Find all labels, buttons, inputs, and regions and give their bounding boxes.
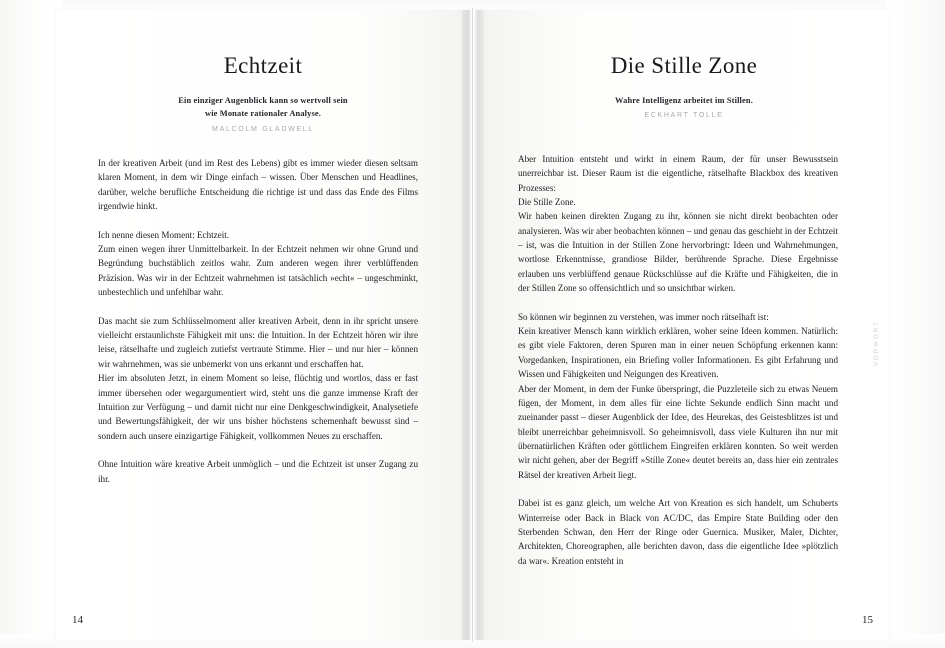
paragraph: Wir haben keinen direkten Zugang zu ihr, können sie nicht direkt beobachten oder analysieren. Was wir aber beobachten können – und genau das geschieht in der Echtzeit – ist, was die Intuition in der Stillen Zone hervorbringt: Ideen und Wahrnehmungen, wortlose Erkenntnisse, grandiose Bilder, berührende Sprache. Diese Ergebnisse erlauben uns verblüffend genaue Rückschlüsse auf die Kräfte und Fähigkeiten, die in der Stillen Zone so offensichtlich und so unsichtbar wirken. <box>518 211 838 294</box>
paragraph-spacer <box>518 295 838 309</box>
right-page-running-head: VORWORT <box>873 320 880 367</box>
paragraph: Ohne Intuition wäre kreative Arbeit unmöglich – und die Echtzeit ist unser Zugang zu ihr. <box>98 459 418 484</box>
paragraph-spacer <box>98 299 418 313</box>
paragraph: Das macht sie zum Schlüsselmoment aller kreativen Arbeit, denn in ihr spricht unsere vielleicht erstaunlichste Fähigkeit mit uns: die Intuition. In der Echtzeit hören wir ihre leise, rätselhafte und zugleich zutiefst vertraute Stimme. Hier – und nur hier – können wir wahrnehmen, was sie unbemerkt von uns erkannt und erschaffen hat. <box>98 315 418 369</box>
left-quote-line-2: wie Monate rationaler Analyse. <box>205 109 321 119</box>
right-chapter-title: Die Stille Zone <box>610 53 758 78</box>
paragraph: So können wir beginnen zu verstehen, was immer noch rätselhaft ist: <box>518 311 769 322</box>
paragraph: Aber Intuition entsteht und wirkt in einem Raum, der für unser Bewusstsein unerreichbar ist. Dieser Raum ist die eigentliche, rätselhafte Blackbox des kreativen Prozesses: <box>518 154 838 193</box>
paragraph-spacer <box>98 213 418 227</box>
left-page-number: 14 <box>72 614 83 626</box>
left-chapter-quote <box>108 94 418 121</box>
right-page-header <box>524 52 844 119</box>
paragraph: In der kreativen Arbeit (und im Rest des Lebens) gibt es immer wieder diesen seltsam klaren Moment, in dem wir Dinge einfach – wissen. Über Menschen und Headlines, darüber, welche berufliche Entscheidung die richtige ist und dass das Ende des Films irgendwie hinkt. <box>98 158 418 212</box>
left-quote-line-1: Ein einziger Augenblick kann so wertvoll sein <box>178 95 348 105</box>
backdrop-left-shade <box>0 0 62 648</box>
right-page-body <box>518 152 838 568</box>
left-quote-author: MALCOLM GLADWELL <box>212 125 314 133</box>
paragraph: Aber der Moment, in dem der Funke überspringt, die Puzzleteile sich zu etwas Neuem fügen, der Moment, in dem alles für eine lichte Sekunde endlich Sinn macht und zueinander passt – dieser Augenblick der Idee, des Heurekas, des Geistesblitzes ist und bleibt unerreichbar geheimnisvoll. So geheimnisvoll, dass viele Kulturen ihn nur mit übernatürlichen Kräften oder göttlichem Eingreifen erklären konnten. So weit werden wir nicht gehen, aber der Begriff »Stille Zone« deutet bereits an, dass hier ein zentrales Rätsel der kreativen Arbeit liegt. <box>518 383 838 480</box>
left-page <box>56 10 470 640</box>
right-chapter-quote <box>524 94 844 108</box>
paragraph: Zum einen wegen ihrer Unmittelbarkeit. In der Echtzeit nehmen wir ohne Grund und Begründung buchstäblich zeitlos wahr. Zum anderen wegen ihrer verblüffenden Präzision. Was wir in der Echtzeit wahrnehmen ist tatsächlich »echt« – ungeschminkt, unbestechlich und unfehlbar wahr. <box>98 244 418 298</box>
paragraph: Ich nenne diesen Moment: Echtzeit. <box>98 229 230 240</box>
right-quote-line-1: Wahre Intelligenz arbeitet im Stillen. <box>615 95 753 105</box>
paragraph: Hier im absoluten Jetzt, in einem Moment so leise, flüchtig und wortlos, dass er fast immer übersehen oder wegargumentiert wird, steht uns die ganze immense Kraft der Intuition zur Verfügung – und damit nicht nur eine Denkgeschwindigkeit, Analysetiefe und Bewertungsfähigkeit, der wir uns bisher höchstens schemenhaft bewusst sind – sondern auch unsere einzigartige Fähigkeit, vollkommen Neues zu erschaffen. <box>98 373 418 441</box>
backdrop-right-shade <box>887 0 945 648</box>
right-quote-author: ECKHART TOLLE <box>644 112 724 120</box>
left-page-body <box>98 156 418 486</box>
paragraph: Dabei ist es ganz gleich, um welche Art von Kreation es sich handelt, um Schuberts Winterreise oder Back in Black von AC/DC, das Empire State Building oder den Sterbenden Schwan, den Herr der Ringe oder Guernica. Musiker, Maler, Dichter, Architekten, Choreographen, alle berichten davon, dass die eigentliche Idee »plötzlich da war«. Kreation entsteht in <box>518 498 838 566</box>
paragraph: Die Stille Zone. <box>518 197 576 208</box>
book-spine-line <box>472 8 473 642</box>
paragraph: Kein kreativer Mensch kann wirklich erklären, woher seine Ideen kommen. Natürlich: es gibt viele Faktoren, deren Spuren man in einer neuen Schöpfung erkennen kann: Vorgedanken, Inspirationen, ein Briefing voller Informationen. Es gibt Erfahrung und Wissen und Fähigkeiten und Neigungen des Kreativen. <box>518 326 838 380</box>
left-chapter-title: Echtzeit <box>223 53 303 78</box>
right-page-number: 15 <box>862 614 873 626</box>
paragraph-spacer <box>98 443 418 457</box>
left-page-header <box>108 52 418 133</box>
book-gutter-shadow <box>462 10 484 640</box>
right-page <box>474 10 889 640</box>
paragraph-spacer <box>518 482 838 496</box>
